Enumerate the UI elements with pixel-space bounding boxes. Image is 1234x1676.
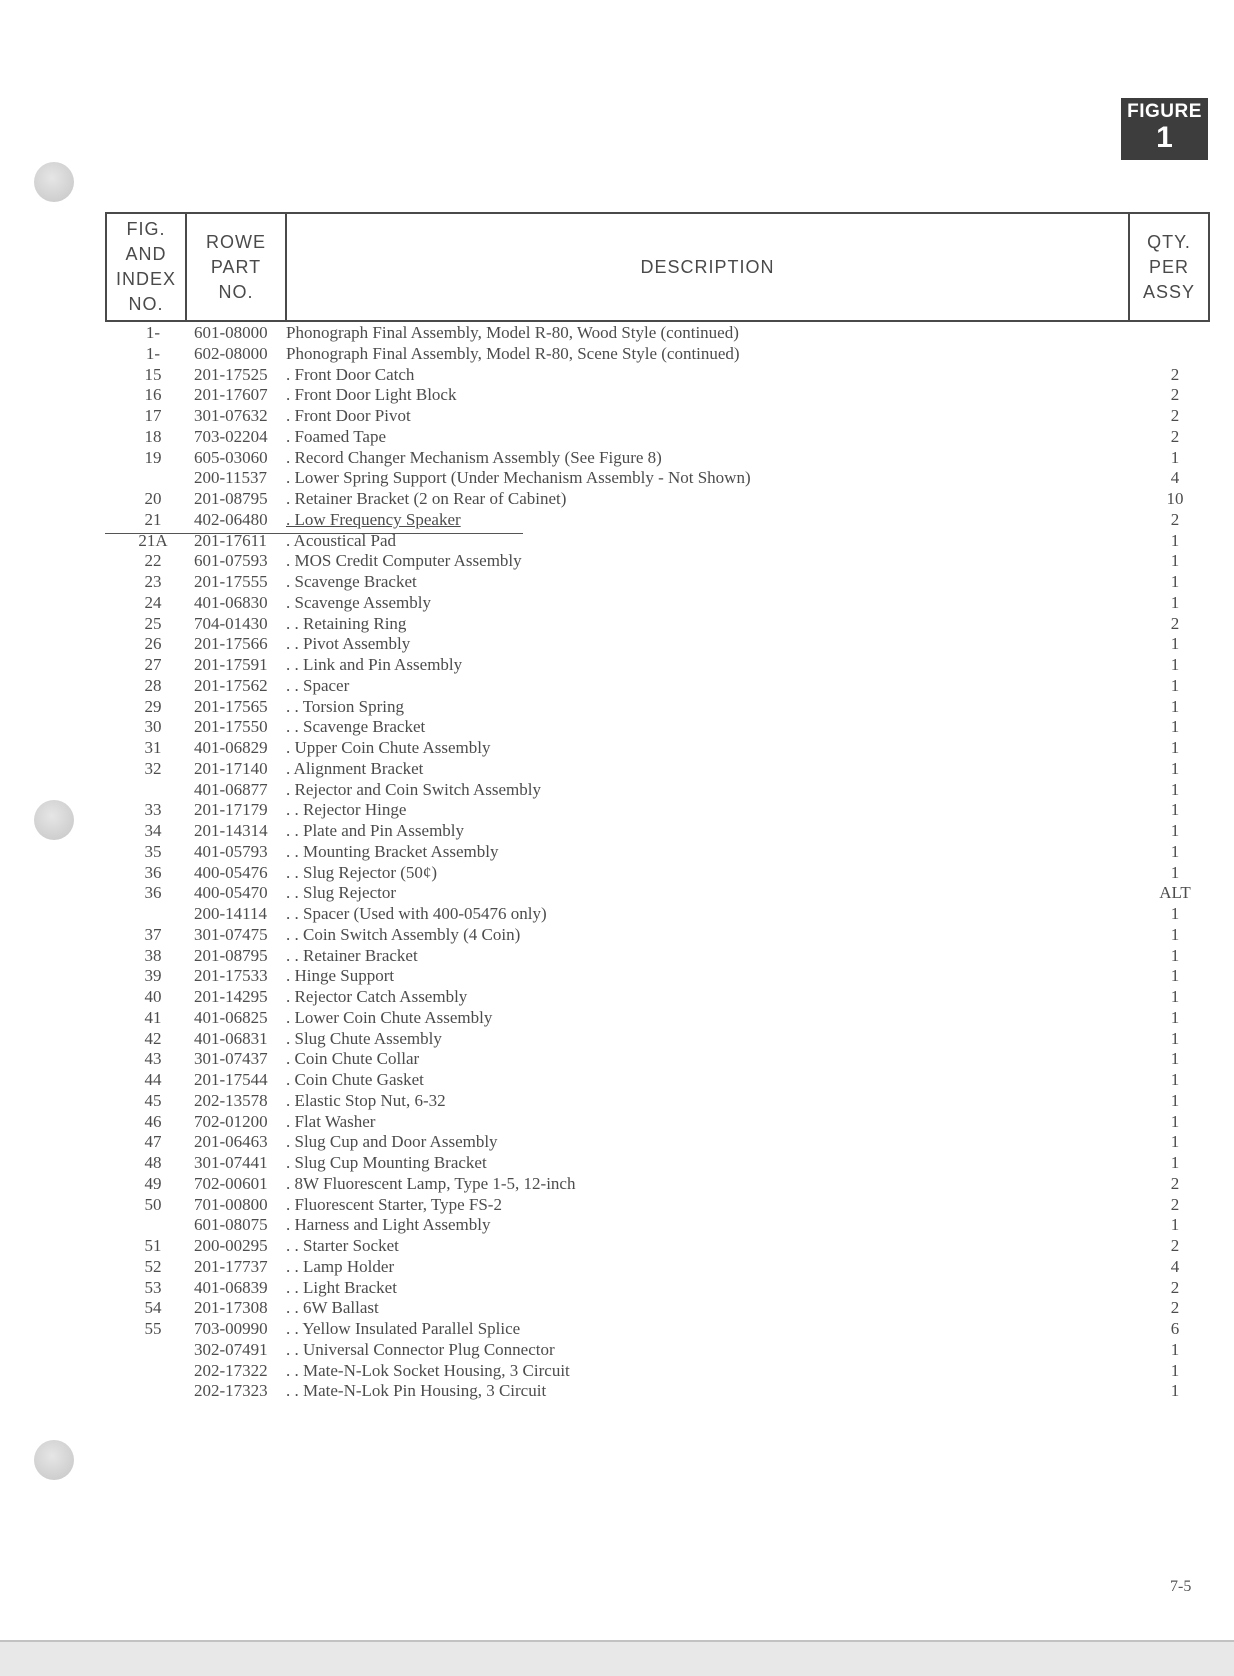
row-description: . . Mate-N-Lok Socket Housing, 3 Circuit — [286, 1360, 570, 1380]
row-part-number: 201-17140 — [194, 758, 268, 778]
table-row — [0, 1361, 1234, 1381]
table-row — [0, 531, 1234, 551]
row-part-number: 202-13578 — [194, 1090, 268, 1110]
row-description: . . Universal Connector Plug Connector — [286, 1339, 555, 1359]
row-part-number: 302-07491 — [194, 1339, 268, 1359]
row-index: 39 — [144, 966, 162, 986]
row-part-number: 601-08075 — [194, 1215, 268, 1235]
row-part-number: 701-00800 — [194, 1194, 268, 1214]
table-row — [0, 697, 1234, 717]
row-description: . . Slug Rejector — [286, 883, 397, 903]
table-row — [0, 614, 1234, 634]
figure-badge — [1121, 98, 1208, 160]
row-quantity: 2 — [1170, 385, 1180, 405]
row-part-number: 402-06480 — [194, 509, 268, 529]
row-index: 22 — [144, 551, 162, 571]
row-quantity: 2 — [1170, 613, 1180, 633]
row-index: 20 — [144, 489, 162, 508]
row-index: 42 — [144, 1028, 162, 1048]
table-row — [0, 1112, 1234, 1132]
row-quantity: 1 — [1170, 738, 1180, 757]
row-description: . Rejector Catch Assembly — [286, 987, 468, 1006]
row-quantity: 1 — [1170, 841, 1180, 861]
row-index: 36 — [144, 862, 162, 882]
binder-hole-bottom — [34, 1440, 74, 1480]
row-part-number: 401-06825 — [194, 1007, 268, 1027]
row-index: 35 — [144, 841, 162, 861]
figure-badge-word: FIGURE — [1127, 101, 1202, 122]
row-description: . . Scavenge Bracket — [286, 717, 426, 737]
row-quantity: 1 — [1170, 1049, 1180, 1069]
row-description: . . Lamp Holder — [286, 1256, 395, 1276]
row-quantity: 1 — [1170, 821, 1180, 840]
table-row — [0, 904, 1234, 924]
row-description: . . Torsion Spring — [286, 696, 404, 716]
row-part-number: 201-14314 — [194, 821, 268, 840]
row-description: . . Retainer Bracket — [286, 945, 418, 965]
row-part-number: 703-02204 — [194, 426, 268, 446]
row-part-number: 601-07593 — [194, 551, 268, 571]
row-quantity: 1 — [1170, 945, 1180, 965]
row-part-number: 301-07441 — [194, 1153, 268, 1172]
row-quantity: 1 — [1170, 1070, 1180, 1089]
row-part-number: 200-00295 — [194, 1236, 268, 1255]
row-quantity: 2 — [1170, 1236, 1180, 1255]
header-fig-index: FIG. AND INDEX NO. — [107, 214, 187, 320]
row-description: Phonograph Final Assembly, Model R-80, Scene Style (continued) — [286, 343, 740, 363]
row-part-number: 201-08795 — [194, 489, 268, 508]
row-index: 26 — [144, 634, 162, 654]
binder-hole-top — [34, 162, 74, 202]
row-part-number: 201-08795 — [194, 945, 268, 965]
row-quantity: 1 — [1170, 1215, 1180, 1235]
row-part-number: 602-08000 — [194, 343, 268, 363]
row-part-number: 201-17611 — [194, 530, 268, 550]
table-row — [0, 800, 1234, 820]
row-index: 30 — [144, 717, 162, 737]
table-row — [0, 468, 1234, 488]
table-row — [0, 510, 1234, 530]
row-index: 51 — [144, 1236, 162, 1255]
row-part-number: 401-06831 — [194, 1028, 268, 1048]
row-quantity: 2 — [1170, 509, 1180, 529]
table-row — [0, 448, 1234, 468]
row-index: 45 — [144, 1090, 162, 1110]
row-index: 50 — [144, 1194, 162, 1214]
row-index: 53 — [144, 1277, 162, 1297]
row-description: . . Rejector Hinge — [286, 800, 407, 820]
row-quantity: 2 — [1170, 1194, 1180, 1214]
row-description: . Harness and Light Assembly — [286, 1215, 491, 1235]
row-description: . Scavenge Assembly — [286, 592, 431, 612]
row-quantity: 1 — [1170, 717, 1180, 737]
scan-bottom-edge — [0, 1640, 1234, 1676]
row-part-number: 201-17525 — [194, 364, 268, 384]
row-index: 52 — [144, 1256, 162, 1276]
table-row — [0, 1153, 1234, 1173]
row-part-number: 201-17607 — [194, 385, 268, 405]
table-row — [0, 344, 1234, 364]
row-quantity: 4 — [1170, 1256, 1180, 1276]
row-description: . Alignment Bracket — [286, 758, 424, 778]
table-row — [0, 323, 1234, 343]
header-description: DESCRIPTION — [287, 214, 1130, 320]
row-quantity: 1 — [1170, 1381, 1180, 1401]
row-index: 41 — [144, 1007, 162, 1027]
row-quantity: 2 — [1170, 406, 1180, 425]
row-part-number: 400-05476 — [194, 862, 268, 882]
row-part-number: 400-05470 — [194, 883, 268, 903]
figure-badge-number: 1 — [1156, 121, 1173, 154]
row-quantity: 2 — [1170, 1298, 1180, 1318]
table-row — [0, 1236, 1234, 1256]
row-description: . Rejector and Coin Switch Assembly — [286, 779, 541, 799]
table-row — [0, 427, 1234, 447]
table-row — [0, 1195, 1234, 1215]
table-row — [0, 406, 1234, 426]
row-quantity: 1 — [1170, 1090, 1180, 1110]
table-row — [0, 863, 1234, 883]
row-description: . Record Changer Mechanism Assembly (See Figure 8) — [286, 447, 662, 467]
row-part-number: 401-05793 — [194, 841, 268, 861]
row-quantity: 1 — [1170, 987, 1180, 1006]
row-quantity: 1 — [1170, 675, 1180, 695]
header-rowe-part: ROWE PART NO. — [187, 214, 287, 320]
row-quantity: 6 — [1170, 1319, 1180, 1338]
row-description: . Slug Cup and Door Assembly — [286, 1132, 498, 1152]
row-part-number: 201-17544 — [194, 1070, 268, 1089]
row-description: . Acoustical Pad — [286, 530, 397, 550]
row-description: . . Slug Rejector (50¢) — [286, 862, 438, 882]
row-description: . Flat Washer — [286, 1111, 376, 1131]
row-index: 21A — [138, 530, 168, 550]
row-description: . . Pivot Assembly — [286, 634, 411, 654]
row-index: 31 — [144, 738, 162, 757]
row-description: . Front Door Light Block — [286, 385, 457, 405]
row-index: 15 — [144, 364, 162, 384]
table-row — [0, 946, 1234, 966]
table-row — [0, 1278, 1234, 1298]
row-part-number: 201-17562 — [194, 675, 268, 695]
row-description: . Lower Coin Chute Assembly — [286, 1007, 493, 1027]
row-index: 28 — [144, 675, 162, 695]
table-row — [0, 1257, 1234, 1277]
row-index: 43 — [144, 1049, 162, 1069]
row-index: 54 — [144, 1298, 162, 1318]
row-quantity: 1 — [1170, 904, 1180, 923]
table-row — [0, 593, 1234, 613]
row-part-number: 605-03060 — [194, 447, 268, 467]
row-part-number: 201-17308 — [194, 1298, 268, 1318]
row-quantity: 2 — [1170, 364, 1180, 384]
row-index: 29 — [144, 696, 162, 716]
row-description: . 8W Fluorescent Lamp, Type 1-5, 12-inch — [286, 1173, 576, 1193]
table-header — [105, 212, 1210, 322]
row-index: 55 — [144, 1319, 162, 1338]
table-row — [0, 1132, 1234, 1152]
row-quantity: 1 — [1170, 530, 1180, 550]
row-description: . Front Door Catch — [286, 364, 415, 384]
row-part-number: 702-01200 — [194, 1111, 268, 1131]
table-row — [0, 365, 1234, 385]
row-index: 17 — [144, 406, 162, 425]
row-part-number: 201-17179 — [194, 800, 268, 820]
row-quantity: 2 — [1170, 1173, 1180, 1193]
header-qty: QTY. PER ASSY — [1142, 231, 1196, 302]
table-row — [0, 925, 1234, 945]
row-part-number: 200-14114 — [194, 904, 268, 923]
row-description: . MOS Credit Computer Assembly — [286, 551, 522, 571]
row-quantity: 1 — [1170, 1153, 1180, 1172]
row-description: . Fluorescent Starter, Type FS-2 — [286, 1194, 502, 1214]
row-quantity: 1 — [1170, 655, 1180, 674]
row-description: Phonograph Final Assembly, Model R-80, Wood Style (continued) — [286, 323, 739, 342]
row-quantity: 1 — [1170, 1360, 1180, 1380]
row-part-number: 201-14295 — [194, 987, 268, 1006]
row-quantity: 1 — [1170, 1007, 1180, 1027]
table-row — [0, 759, 1234, 779]
table-row — [0, 738, 1234, 758]
row-quantity: 1 — [1170, 758, 1180, 778]
table-row — [0, 966, 1234, 986]
row-quantity: 1 — [1170, 1339, 1180, 1359]
row-quantity: 1 — [1170, 862, 1180, 882]
row-quantity: 4 — [1170, 468, 1180, 488]
row-part-number: 201-17550 — [194, 717, 268, 737]
table-row — [0, 1029, 1234, 1049]
row-part-number: 201-17555 — [194, 572, 268, 591]
row-index: 36 — [144, 883, 162, 903]
row-part-number: 201-17737 — [194, 1256, 268, 1276]
row-part-number: 200-11537 — [194, 468, 268, 488]
table-row — [0, 883, 1234, 903]
row-part-number: 401-06877 — [194, 779, 268, 799]
row-quantity: ALT — [1159, 883, 1191, 903]
table-row — [0, 1070, 1234, 1090]
row-part-number: 401-06839 — [194, 1277, 268, 1297]
row-part-number: 401-06829 — [194, 738, 268, 757]
row-description: . . Yellow Insulated Parallel Splice — [286, 1319, 521, 1338]
table-row — [0, 717, 1234, 737]
table-row — [0, 1008, 1234, 1028]
row-description: . . Starter Socket — [286, 1236, 399, 1255]
row-description: . . Mate-N-Lok Pin Housing, 3 Circuit — [286, 1381, 547, 1401]
row-index: 37 — [144, 924, 162, 944]
row-quantity: 1 — [1170, 447, 1180, 467]
row-quantity: 2 — [1170, 1277, 1180, 1297]
row-description: . Foamed Tape — [286, 426, 386, 446]
table-row — [0, 1340, 1234, 1360]
row-index: 33 — [144, 800, 162, 820]
row-quantity: 1 — [1170, 634, 1180, 654]
row-description: . Scavenge Bracket — [286, 572, 417, 591]
row-quantity: 1 — [1170, 572, 1180, 591]
row-quantity: 2 — [1170, 426, 1180, 446]
row-part-number: 201-17533 — [194, 966, 268, 986]
row-part-number: 601-08000 — [194, 323, 268, 342]
row-index: 1- — [145, 343, 161, 363]
table-row — [0, 780, 1234, 800]
row-index: 40 — [144, 987, 162, 1006]
row-description: . . Coin Switch Assembly (4 Coin) — [286, 924, 521, 944]
row-quantity: 1 — [1170, 551, 1180, 571]
row-quantity: 1 — [1170, 924, 1180, 944]
table-row — [0, 1319, 1234, 1339]
row-quantity: 1 — [1170, 966, 1180, 986]
row-part-number: 703-00990 — [194, 1319, 268, 1338]
row-index: 46 — [144, 1111, 162, 1131]
row-part-number: 301-07437 — [194, 1049, 268, 1069]
row-part-number: 301-07632 — [194, 406, 268, 425]
row-description: . . Light Bracket — [286, 1277, 397, 1297]
table-row — [0, 489, 1234, 509]
row-index: 19 — [144, 447, 162, 467]
row-description: . Upper Coin Chute Assembly — [286, 738, 491, 757]
row-description: . . Mounting Bracket Assembly — [286, 841, 499, 861]
row-part-number: 202-17322 — [194, 1360, 268, 1380]
row-description: . Retainer Bracket (2 on Rear of Cabinet) — [286, 489, 567, 508]
row-quantity: 1 — [1170, 1132, 1180, 1152]
row-part-number: 401-06830 — [194, 592, 268, 612]
row-part-number: 702-00601 — [194, 1173, 268, 1193]
row-part-number: 201-17565 — [194, 696, 268, 716]
row-quantity: 1 — [1170, 1028, 1180, 1048]
row-part-number: 704-01430 — [194, 613, 268, 633]
row-index: 25 — [144, 613, 162, 633]
row-part-number: 201-17566 — [194, 634, 268, 654]
row-index: 34 — [144, 821, 162, 840]
table-row — [0, 1381, 1234, 1401]
table-row — [0, 1174, 1234, 1194]
row-quantity: 1 — [1170, 800, 1180, 820]
table-row — [0, 655, 1234, 675]
row-description: . Low Frequency Speaker — [286, 509, 461, 529]
row-description: . . Spacer (Used with 400-05476 only) — [286, 904, 547, 923]
row-description: . Elastic Stop Nut, 6-32 — [286, 1090, 446, 1110]
row-description: . Front Door Pivot — [286, 406, 411, 425]
row-quantity: 1 — [1170, 696, 1180, 716]
row-index: 23 — [144, 572, 162, 591]
table-row — [0, 842, 1234, 862]
table-row — [0, 572, 1234, 592]
row-index: 16 — [144, 385, 162, 405]
row-index: 44 — [144, 1070, 162, 1089]
row-quantity: 1 — [1170, 1111, 1180, 1131]
row-index: 32 — [144, 758, 162, 778]
row-part-number: 202-17323 — [194, 1381, 268, 1401]
row-index: 1- — [145, 323, 161, 342]
table-row — [0, 551, 1234, 571]
table-row — [0, 1091, 1234, 1111]
row-index: 27 — [144, 655, 162, 674]
table-row — [0, 634, 1234, 654]
row-description: . . Retaining Ring — [286, 613, 407, 633]
row-description: . . Spacer — [286, 675, 350, 695]
table-row — [0, 1215, 1234, 1235]
row-description: . . Link and Pin Assembly — [286, 655, 463, 674]
row-quantity: 1 — [1170, 779, 1180, 799]
row-description: . Coin Chute Gasket — [286, 1070, 424, 1089]
row-description: . Hinge Support — [286, 966, 395, 986]
table-row — [0, 987, 1234, 1007]
row-part-number: 201-06463 — [194, 1132, 268, 1152]
row-description: . Coin Chute Collar — [286, 1049, 420, 1069]
row-index: 21 — [144, 509, 162, 529]
row-index: 47 — [144, 1132, 162, 1152]
table-row — [0, 821, 1234, 841]
row-index: 48 — [144, 1153, 162, 1172]
table-row — [0, 1298, 1234, 1318]
table-row — [0, 1049, 1234, 1069]
row-quantity: 1 — [1170, 592, 1180, 612]
row-description: . Slug Cup Mounting Bracket — [286, 1153, 487, 1172]
row-description: . . 6W Ballast — [286, 1298, 379, 1318]
row-description: . . Plate and Pin Assembly — [286, 821, 465, 840]
row-index: 38 — [144, 945, 162, 965]
row-quantity: 10 — [1166, 489, 1184, 508]
row-index: 18 — [144, 426, 162, 446]
row-description: . Lower Spring Support (Under Mechanism Assembly - Not Shown) — [286, 468, 751, 488]
row-index: 49 — [144, 1173, 162, 1193]
table-row — [0, 676, 1234, 696]
row-description: . Slug Chute Assembly — [286, 1028, 442, 1048]
row-part-number: 301-07475 — [194, 924, 268, 944]
table-row — [0, 385, 1234, 405]
page-number: 7-5 — [1170, 1578, 1192, 1595]
row-index: 24 — [144, 592, 162, 612]
row-part-number: 201-17591 — [194, 655, 268, 674]
